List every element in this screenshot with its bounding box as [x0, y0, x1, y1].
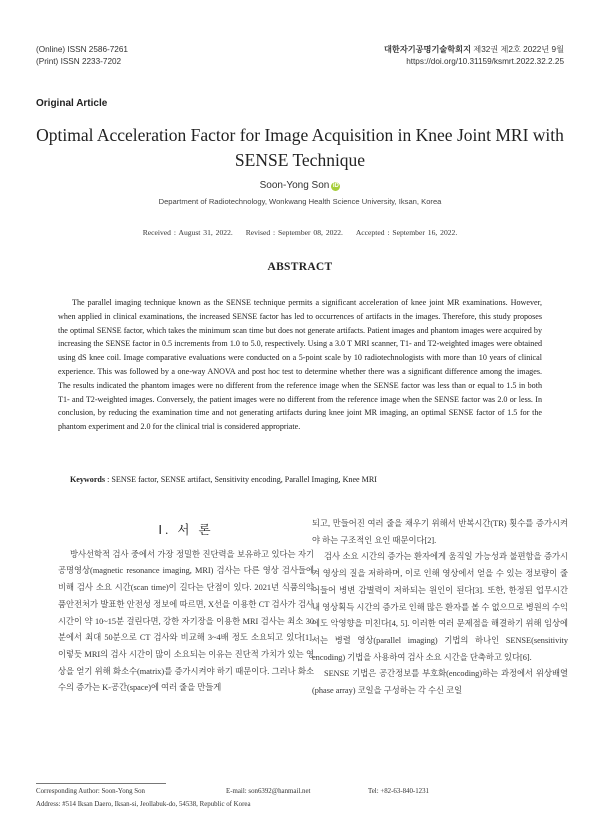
right-column: [312, 516, 568, 700]
intro-paragraph-continued: 되고, 만들어진 여러 줄을 채우기 위해서 반복시간(TR) 횟수를 증가시켜야 하는 구조적인 요인 때문이다[2].: [312, 519, 568, 545]
article-type: Original Article: [36, 98, 108, 109]
author-address: Address: #514 Iksan Daero, Iksan-si, Jeollabuk-do, 54538, Republic of Korea: [36, 801, 251, 808]
received-date: Received : August 31, 2022.: [142, 228, 233, 237]
left-column: [58, 522, 314, 697]
journal-name: 대한자기공명기술학회지: [384, 45, 472, 54]
corresponding-author: Corresponding Author: Soon-Yong Son: [36, 788, 145, 795]
keywords-label: Keywords: [70, 475, 106, 484]
journal-info-block: [384, 44, 564, 68]
paper-title: Optimal Acceleration Factor for Image Acquisition in Knee Joint MRI with SENSE Technique: [36, 125, 564, 170]
intro-paragraph-1: 방사선학적 검사 중에서 가장 정밀한 진단력을 보유하고 있다는 자기공명영상(magnetic resonance imaging, MRI) 검사는 다른 영상 검사들에 비해 검사 소요 시간(scan time)이 길다는 단점이 있다. 2021년 식품의약품안전처가 발표한 안전성 정보에 따르면, X선을 이용한 CT 검사가 검사 시간이 약 10~15분 걸린다면, 강한 자기장을 이용한 MRI 검사는 최소 30분에서 최대 50분으로 CT 검사와 비교해 3~4배 정도 소요되고 있다[1]. 이렇듯 MRI의 검사 시간이 많이 소요되는 이유는 진단적 가치가 있는 영상을 얻기 위해 화소수(matrix)를 증가시켜야 하기 때문이다. 그러나 화소수의 증가는 K-공간(space)에 여러 줄을 만들게: [58, 549, 314, 693]
journal-volume-line: [384, 44, 564, 56]
doi-link[interactable]: https://doi.org/10.31159/ksmrt.2022.32.2.25: [406, 57, 564, 66]
keywords-text: : SENSE factor, SENSE artifact, Sensitivity encoding, Parallel Imaging, Knee MRI: [105, 475, 377, 484]
print-issn: (Print) ISSN 2233-7202: [36, 57, 122, 66]
accepted-date: Accepted : September 16, 2022.: [355, 228, 458, 237]
author-email[interactable]: E-mail: son6392@hanmail.net: [226, 788, 311, 795]
intro-paragraph-3: SENSE 기법은 공간정보를 부호화(encoding)하는 과정에서 위상배열(phase array) 코일을 구성하는 각 수신 코일: [312, 669, 568, 696]
author-name: Soon-Yong Son: [259, 180, 330, 191]
footnote-divider: [36, 783, 166, 784]
dates-line: [0, 228, 600, 237]
orcid-icon[interactable]: iD: [332, 183, 339, 189]
volume-info: 제32권 제2호 2022년 9월: [471, 45, 564, 54]
online-issn: (Online) ISSN 2586-7261: [36, 45, 128, 54]
revised-date: Revised : September 08, 2022.: [245, 228, 343, 237]
author-line: [0, 180, 600, 191]
section-heading-introduction: Ⅰ. 서 론: [158, 523, 214, 537]
intro-paragraph-2: 검사 소요 시간의 증가는 환자에게 움직일 가능성과 불편함을 증가시켜 영상의 질을 저하하며, 이로 인해 영상에서 얻을 수 있는 정보량이 줄어들어 병변 감별력이 저하되는 원인이 된다[3]. 또한, 한정된 업무시간 내 영상획득 시간의 증가로 인해 많은 환자를 볼 수 없으므로 병원의 수익에도 악영향을 미친다[4, 5]. 이러한 여러 문제점을 해결하기 위해 임상에서는 병렬 영상(parallel imaging) 기법의 하나인 SENSE(sensitivity encoding) 기법을 사용하여 검사 소요 시간을 단축하고 있다[6].: [312, 552, 568, 662]
abstract-text: The parallel imaging technique known as the SENSE technique permits a significant acceleration of knee joint MR examinations. However, when applied in clinical examinations, the increased SENSE factor has led to occurrences of artifacts in the images. Therefore, this study proposes the optimal SENSE factor, which takes the minimum scan time but does not generate artifacts. Patient images and phantom images were acquired by increasing the SENSE factor in 0.5 increments from 1.0 to 5.0, respectively. Using a 3.0 T MRI scanner, T1- and T2-weighted images were obtained using dS knee coil. Image comparative evaluations were conducted on a 5-point scale by 10 radiotechnologists with more than 10 years of clinical experience. This was followed by a one-way ANOVA and post hoc test to determine whether there was a significant difference among the images. The results indicated the phantom images were no different from the reference image when the SENSE factor was less than or equal to 1.5 in both T1- and T2-weighted images. Conversely, the patient images were no different from the reference image when the SENSE factor was 2.0 or less. In conclusion, by reducing the examination time and not generating artifacts during knee joint MR imaging, an optimal SENSE factor of 1.5 for the phantom experiment and 2.0 for the clinical trial is considered appropriate.: [58, 298, 542, 432]
keywords-line: [70, 475, 542, 484]
affiliation: Department of Radiotechnology, Wonkwang Health Science University, Iksan, Korea: [158, 197, 442, 206]
author-tel: Tel: +82-63-840-1231: [368, 788, 430, 795]
abstract-heading: ABSTRACT: [267, 261, 333, 273]
issn-block: [36, 44, 128, 68]
